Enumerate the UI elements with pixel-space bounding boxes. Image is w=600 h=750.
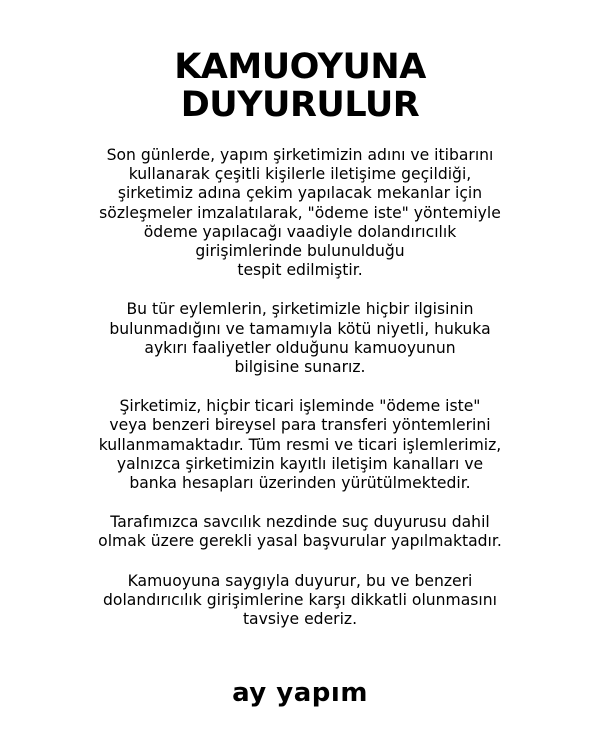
paragraph-3 — [50, 397, 550, 493]
paragraph-line: bulunmadığını ve tamamıyla kötü niyetli, hukuka — [109, 319, 491, 338]
paragraph-line: Tarafımızca savcılık nezdinde suç duyurusu dahil — [110, 513, 490, 532]
paragraph-line: olmak üzere gerekli yasal başvurular yapılmaktadır. — [98, 532, 502, 551]
paragraph-line: Kamuoyuna saygıyla duyurur, bu ve benzeri — [127, 571, 473, 590]
title-line-2: DUYURULUR — [180, 85, 420, 125]
paragraph-line: yalnızca şirketimizin kayıtlı iletişim kanalları ve — [116, 454, 484, 473]
paragraph-line: Şirketimiz, hiçbir ticari işleminde "ödeme iste" — [119, 397, 481, 416]
title-line-1: KAMUOYUNA — [174, 47, 426, 87]
paragraph-line: tespit edilmiştir. — [237, 261, 363, 280]
paragraph-line: tavsiye ederiz. — [242, 610, 358, 629]
paragraph-line: ödeme yapılacağı vaadiyle dolandırıcılık — [143, 222, 457, 241]
paragraph-line: kullanmamaktadır. Tüm resmi ve ticari işlemlerimiz, — [98, 435, 502, 454]
paragraph-line: sözleşmeler imzalatılarak, "ödeme iste" yöntemiyle — [99, 203, 501, 222]
paragraph-line: banka hesapları üzerinden yürütülmektedir. — [129, 474, 471, 493]
paragraph-line: Son günlerde, yapım şirketimizin adını ve itibarını — [106, 146, 494, 164]
announcement-body — [50, 146, 550, 649]
paragraph-5 — [50, 572, 550, 630]
paragraph-line: bilgisine sunarız. — [234, 358, 366, 377]
paragraph-line: şirketimiz adına çekim yapılacak mekanlar için — [117, 184, 483, 203]
paragraph-line: dolandırıcılık girişimlerine karşı dikkatli olunmasını — [103, 590, 497, 609]
paragraph-2 — [50, 300, 550, 377]
paragraph-line: kullanarak çeşitli kişilerle iletişime geçildiği, — [128, 165, 472, 184]
paragraph-1 — [50, 146, 550, 280]
paragraph-4 — [50, 513, 550, 551]
company-logo: ay yapım — [232, 678, 368, 708]
paragraph-line: girişimlerinde bulunulduğu — [195, 242, 405, 261]
paragraph-line: aykırı faaliyetler olduğunu kamuoyunun — [144, 338, 456, 357]
paragraph-line: Bu tür eylemlerin, şirketimizle hiçbir ilgisinin — [126, 300, 474, 319]
announcement-title — [0, 48, 600, 124]
paragraph-line: veya benzeri bireysel para transferi yöntemlerini — [109, 416, 491, 435]
